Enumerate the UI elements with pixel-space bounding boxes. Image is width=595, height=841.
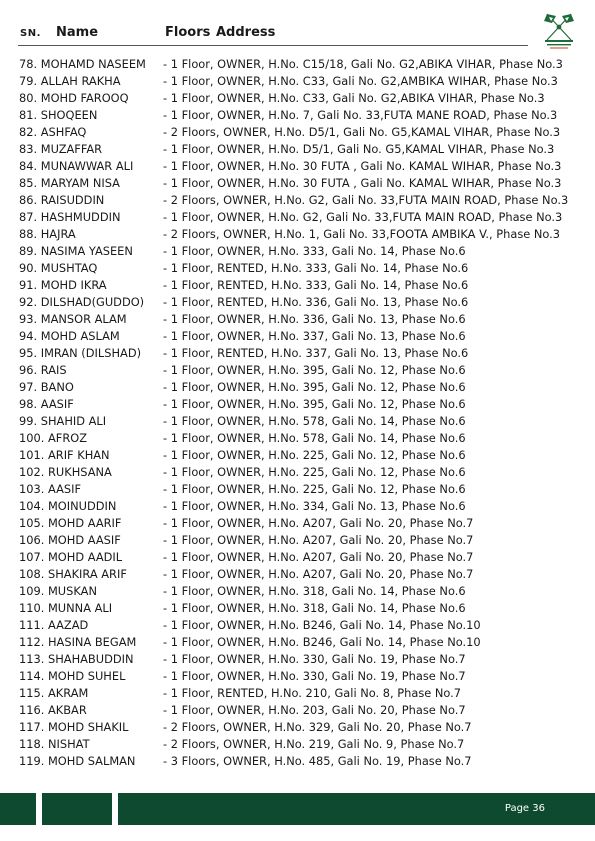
member-name: 86. RAISUDDIN	[19, 193, 105, 207]
member-name: 101. ARIF KHAN	[19, 448, 110, 462]
list-item	[19, 243, 579, 260]
list-item	[19, 753, 579, 770]
member-name: 117. MOHD SHAKIL	[19, 720, 129, 734]
member-details: - 1 Floor, OWNER, H.No. 225, Gali No. 12, Phase No.6	[163, 448, 466, 462]
member-name: 94. MOHD ASLAM	[19, 329, 120, 343]
member-name: 81. SHOQEEN	[19, 108, 98, 122]
member-details: - 1 Floor, OWNER, H.No. 318, Gali No. 14, Phase No.6	[163, 601, 466, 615]
member-details: - 2 Floors, OWNER, H.No. G2, Gali No. 33,FUTA MAIN ROAD, Phase No.3	[163, 193, 569, 207]
list-item	[19, 277, 579, 294]
list-item	[19, 481, 579, 498]
list-item	[19, 73, 579, 90]
list-item	[19, 158, 579, 175]
list-item	[19, 736, 579, 753]
member-details: - 1 Floor, OWNER, H.No. 336, Gali No. 13, Phase No.6	[163, 312, 466, 326]
list-item	[19, 719, 579, 736]
member-name: 102. RUKHSANA	[19, 465, 112, 479]
member-details: - 2 Floors, OWNER, H.No. D5/1, Gali No. G5,KAMAL VIHAR, Phase No.3	[163, 125, 561, 139]
member-name: 113. SHAHABUDDIN	[19, 652, 134, 666]
member-details: - 1 Floor, OWNER, H.No. A207, Gali No. 20, Phase No.7	[163, 516, 474, 530]
member-name: 98. AASIF	[19, 397, 74, 411]
member-name: 103. AASIF	[19, 482, 82, 496]
list-item	[19, 617, 579, 634]
list-item	[19, 294, 579, 311]
footer-bar-segment	[42, 793, 112, 825]
member-name: 97. BANO	[19, 380, 74, 394]
list-item	[19, 413, 579, 430]
list-item	[19, 685, 579, 702]
list-item	[19, 583, 579, 600]
list-item	[19, 345, 579, 362]
member-details: - 1 Floor, OWNER, H.No. 578, Gali No. 14, Phase No.6	[163, 431, 466, 445]
member-details: - 2 Floors, OWNER, H.No. 329, Gali No. 20, Phase No.7	[163, 720, 472, 734]
member-details: - 3 Floors, OWNER, H.No. 485, Gali No. 19, Phase No.7	[163, 754, 472, 768]
member-details: - 2 Floors, OWNER, H.No. 1, Gali No. 33,FOOTA AMBIKA V., Phase No.3	[163, 227, 561, 241]
member-details: - 1 Floor, RENTED, H.No. 333, Gali No. 14, Phase No.6	[163, 261, 469, 275]
member-details: - 1 Floor, RENTED, H.No. 333, Gali No. 14, Phase No.6	[163, 278, 469, 292]
member-name: 85. MARYAM NISA	[19, 176, 120, 190]
list-item	[19, 447, 579, 464]
list-item	[19, 549, 579, 566]
member-name: 107. MOHD AADIL	[19, 550, 123, 564]
list-item	[19, 141, 579, 158]
member-details: - 1 Floor, OWNER, H.No. 395, Gali No. 12, Phase No.6	[163, 397, 466, 411]
page-header	[0, 0, 595, 50]
member-details: - 1 Floor, OWNER, H.No. 225, Gali No. 12, Phase No.6	[163, 482, 466, 496]
list-item	[19, 328, 579, 345]
member-name: 89. NASIMA YASEEN	[19, 244, 133, 258]
member-details: - 1 Floor, OWNER, H.No. 578, Gali No. 14, Phase No.6	[163, 414, 466, 428]
member-name: 91. MOHD IKRA	[19, 278, 107, 292]
member-name: 80. MOHD FAROOQ	[19, 91, 129, 105]
list-item	[19, 107, 579, 124]
member-details: - 1 Floor, OWNER, H.No. 225, Gali No. 12, Phase No.6	[163, 465, 466, 479]
list-item	[19, 124, 579, 141]
footer-bar-segment	[118, 793, 595, 825]
member-name: 114. MOHD SUHEL	[19, 669, 126, 683]
member-name: 96. RAIS	[19, 363, 67, 377]
list-item	[19, 532, 579, 549]
member-name: 110. MUNNA ALI	[19, 601, 113, 615]
member-name: 105. MOHD AARIF	[19, 516, 122, 530]
list-item	[19, 515, 579, 532]
footer-bar-segment	[0, 793, 36, 825]
list-item	[19, 192, 579, 209]
column-header-address: Address	[216, 25, 276, 40]
member-name: 92. DILSHAD(GUDDO)	[19, 295, 145, 309]
list-item	[19, 430, 579, 447]
member-name: 87. HASHMUDDIN	[19, 210, 121, 224]
page-footer	[0, 793, 595, 825]
crossed-flags-emblem-icon	[538, 10, 580, 52]
list-item	[19, 651, 579, 668]
member-details: - 1 Floor, OWNER, H.No. B246, Gali No. 14, Phase No.10	[163, 635, 481, 649]
member-name: 93. MANSOR ALAM	[19, 312, 127, 326]
page-number: Page 36	[504, 803, 545, 814]
member-details: - 1 Floor, OWNER, H.No. 330, Gali No. 19, Phase No.7	[163, 652, 466, 666]
member-details: - 1 Floor, OWNER, H.No. D5/1, Gali No. G5,KAMAL VIHAR, Phase No.3	[163, 142, 555, 156]
list-item	[19, 379, 579, 396]
member-details: - 1 Floor, OWNER, H.No. 203, Gali No. 20, Phase No.7	[163, 703, 466, 717]
member-details: - 1 Floor, OWNER, H.No. 330, Gali No. 19, Phase No.7	[163, 669, 466, 683]
member-name: 115. AKRAM	[19, 686, 89, 700]
list-item	[19, 260, 579, 277]
list-item	[19, 311, 579, 328]
member-details: - 1 Floor, RENTED, H.No. 210, Gali No. 8, Phase No.7	[163, 686, 462, 700]
member-details: - 1 Floor, OWNER, H.No. 30 FUTA , Gali No. KAMAL WIHAR, Phase No.3	[163, 159, 562, 173]
member-name: 112. HASINA BEGAM	[19, 635, 137, 649]
member-details: - 1 Floor, OWNER, H.No. 30 FUTA , Gali No. KAMAL WIHAR, Phase No.3	[163, 176, 562, 190]
list-item	[19, 668, 579, 685]
member-details: - 1 Floor, OWNER, H.No. C33, Gali No. G2,AMBIKA WIHAR, Phase No.3	[163, 74, 558, 88]
list-item	[19, 362, 579, 379]
member-name: 88. HAJRA	[19, 227, 76, 241]
member-name: 83. MUZAFFAR	[19, 142, 103, 156]
member-details: - 1 Floor, OWNER, H.No. 7, Gali No. 33,FUTA MANE ROAD, Phase No.3	[163, 108, 558, 122]
member-name: 95. IMRAN (DILSHAD)	[19, 346, 142, 360]
member-name: 79. ALLAH RAKHA	[19, 74, 121, 88]
member-name: 82. ASHFAQ	[19, 125, 87, 139]
member-details: - 1 Floor, OWNER, H.No. A207, Gali No. 20, Phase No.7	[163, 550, 474, 564]
member-details: - 1 Floor, OWNER, H.No. B246, Gali No. 14, Phase No.10	[163, 618, 481, 632]
member-details: - 1 Floor, OWNER, H.No. C33, Gali No. G2,ABIKA VIHAR, Phase No.3	[163, 91, 545, 105]
member-details: - 1 Floor, OWNER, H.No. G2, Gali No. 33,FUTA MAIN ROAD, Phase No.3	[163, 210, 563, 224]
member-details: - 1 Floor, RENTED, H.No. 336, Gali No. 13, Phase No.6	[163, 295, 469, 309]
member-name: 118. NISHAT	[19, 737, 90, 751]
list-item	[19, 566, 579, 583]
member-details: - 1 Floor, OWNER, H.No. 318, Gali No. 14, Phase No.6	[163, 584, 466, 598]
member-details: - 2 Floors, OWNER, H.No. 219, Gali No. 9, Phase No.7	[163, 737, 465, 751]
column-header-floors: Floors	[165, 25, 211, 40]
member-name: 119. MOHD SALMAN	[19, 754, 136, 768]
list-item	[19, 498, 579, 515]
column-header-name: Name	[56, 25, 99, 40]
member-details: - 1 Floor, OWNER, H.No. A207, Gali No. 20, Phase No.7	[163, 533, 474, 547]
member-list	[19, 56, 579, 770]
member-name: 106. MOHD AASIF	[19, 533, 121, 547]
list-item	[19, 464, 579, 481]
member-details: - 1 Floor, OWNER, H.No. 334, Gali No. 13, Phase No.6	[163, 499, 466, 513]
column-header-sn: SN.	[20, 28, 41, 39]
member-details: - 1 Floor, OWNER, H.No. 395, Gali No. 12, Phase No.6	[163, 380, 466, 394]
member-details: - 1 Floor, RENTED, H.No. 337, Gali No. 13, Phase No.6	[163, 346, 469, 360]
member-name: 108. SHAKIRA ARIF	[19, 567, 127, 581]
member-name: 116. AKBAR	[19, 703, 87, 717]
list-item	[19, 175, 579, 192]
member-details: - 1 Floor, OWNER, H.No. C15/18, Gali No. G2,ABIKA VIHAR, Phase No.3	[163, 57, 563, 71]
member-name: 84. MUNAWWAR ALI	[19, 159, 134, 173]
member-name: 104. MOINUDDIN	[19, 499, 117, 513]
list-item	[19, 396, 579, 413]
header-divider	[18, 45, 528, 46]
list-item	[19, 600, 579, 617]
member-name: 111. AAZAD	[19, 618, 89, 632]
member-details: - 1 Floor, OWNER, H.No. 333, Gali No. 14, Phase No.6	[163, 244, 466, 258]
member-name: 78. MOHAMD NASEEM	[19, 57, 146, 71]
list-item	[19, 56, 579, 73]
list-item	[19, 226, 579, 243]
list-item	[19, 90, 579, 107]
list-item	[19, 634, 579, 651]
member-details: - 1 Floor, OWNER, H.No. 395, Gali No. 12, Phase No.6	[163, 363, 466, 377]
member-details: - 1 Floor, OWNER, H.No. A207, Gali No. 20, Phase No.7	[163, 567, 474, 581]
member-name: 100. AFROZ	[19, 431, 88, 445]
member-name: 109. MUSKAN	[19, 584, 97, 598]
member-name: 99. SHAHID ALI	[19, 414, 107, 428]
member-name: 90. MUSHTAQ	[19, 261, 98, 275]
list-item	[19, 702, 579, 719]
member-details: - 1 Floor, OWNER, H.No. 337, Gali No. 13, Phase No.6	[163, 329, 466, 343]
list-item	[19, 209, 579, 226]
